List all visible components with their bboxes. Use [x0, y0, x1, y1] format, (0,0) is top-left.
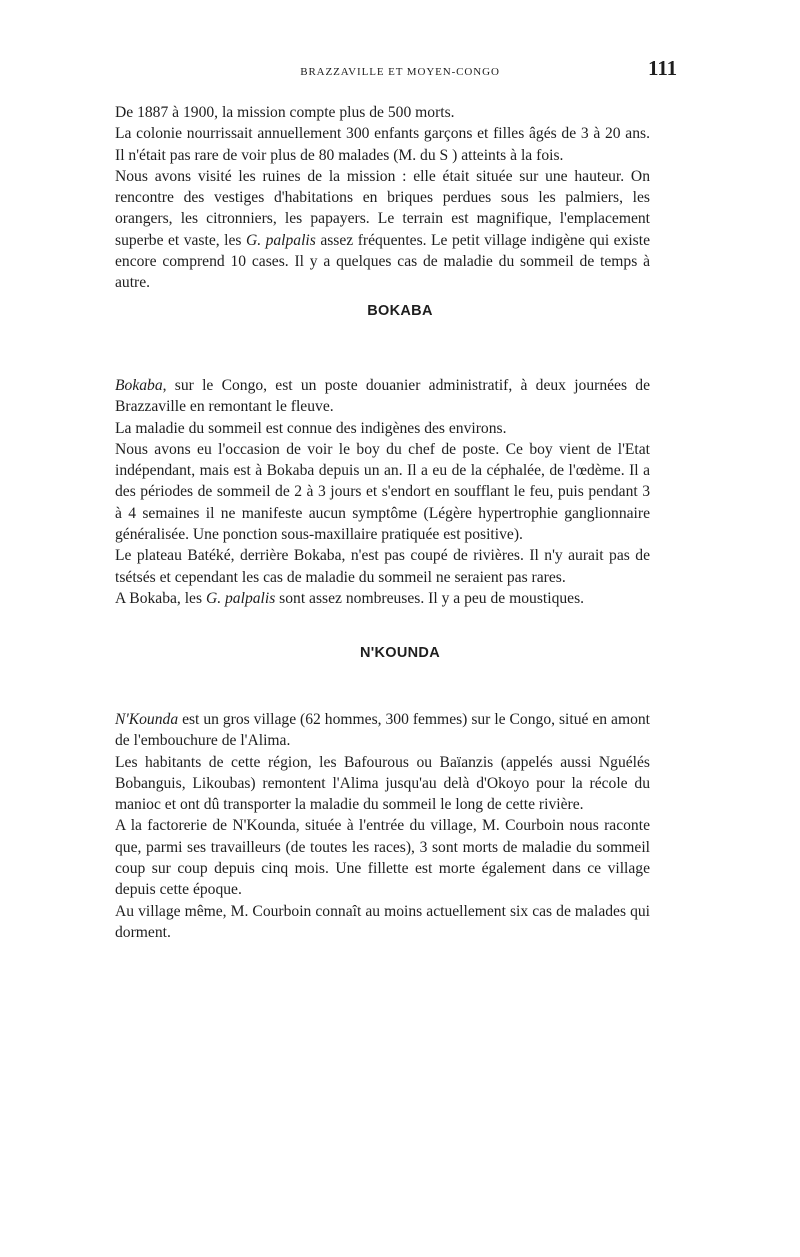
page-number: 111: [648, 56, 678, 80]
paragraph: Le plateau Batéké, derrière Bokaba, n'est pas coupé de rivières. Il n'y aurait pas de tsétsés et cependant les cas de maladie du sommeil ne seraient pas rares.: [115, 547, 650, 586]
species-name: G. palpalis: [205, 589, 276, 607]
section-heading-nkounda: N'KOUNDA: [360, 645, 440, 661]
paragraph: Les habitants de cette région, les Bafourous ou Baïanzis (appelés aussi Nguélés Bobanguis, Likoubas) remontent l'Alima jusqu'au delà d'Okoyo pour la récole du manioc et ont dû transporter la maladie du sommeil le long de cette rivière.: [115, 753, 650, 814]
paragraph: Nous avons visité les ruines de la mission : elle était située sur une hauteur. On rencontre des vestiges d'habitations en briques perdues sous les palmiers, les orangers, les citronniers, les papayers. Le terrain est magnifique, l'emplacement superbe et vaste, les G. palpalis assez fréquentes. Le petit village indigène qui existe encore comprend 10 cases. Il y a quelques cas de maladie du sommeil de temps à autre.: [115, 167, 651, 292]
paragraph: A la factorerie de N'Kounda, située à l'entrée du village, M. Courboin nous raconte que, parmi ses travailleurs (de toutes les races), 3 sont morts de maladie du sommeil coup sur coup depuis cinq mois. Une fillette est morte également dans ce village depuis cette époque.: [115, 817, 650, 899]
bokaba-section: [115, 375, 650, 609]
paragraph: A Bokaba, les G. palpalis sont assez nombreuses. Il y a peu de moustiques.: [115, 589, 585, 607]
paragraph: N'Kounda est un gros village (62 hommes, 300 femmes) sur le Congo, situé en amont de l'embouchure de l'Alima.: [115, 711, 650, 750]
paragraph: La maladie du sommeil est connue des indigènes des environs.: [115, 419, 507, 437]
running-header: [0, 56, 800, 90]
paragraph: Bokaba, sur le Congo, est un poste douanier administratif, à deux journées de Brazzaville en remontant le fleuve.: [115, 377, 650, 416]
paragraph: La colonie nourrissait annuellement 300 enfants garçons et filles âgés de 3 à 20 ans. Il n'était pas rare de voir plus de 80 malades (M. du S ) atteints à la fois.: [115, 125, 650, 164]
paragraph: Nous avons eu l'occasion de voir le boy du chef de poste. Ce boy vient de l'Etat indépendant, mais est à Bokaba depuis un an. Il a eu de la céphalée, de l'œdème. Il a des périodes de sommeil de 2 à 3 jours et s'endort en soufflant le feu, puis pendant 3 à 4 semaines il ne manifeste aucun symptôme (Légère hypertrophie ganglionnaire généralisée. Une ponction sous-maxillaire pratiquée est positive).: [115, 440, 650, 544]
running-title: BRAZZAVILLE ET MOYEN-CONGO: [300, 66, 500, 78]
species-name: G. palpalis: [245, 231, 316, 249]
nkounda-section: [115, 709, 650, 943]
paragraph: De 1887 à 1900, la mission compte plus de 500 morts.: [115, 104, 455, 121]
place-name: Bokaba: [115, 377, 163, 394]
intro-section: [115, 102, 650, 294]
paragraph: Au village même, M. Courboin connaît au moins actuellement six cas de malades qui dorment.: [115, 902, 650, 941]
place-name: N'Kounda: [115, 711, 179, 728]
section-heading-bokaba: BOKABA: [367, 303, 433, 319]
